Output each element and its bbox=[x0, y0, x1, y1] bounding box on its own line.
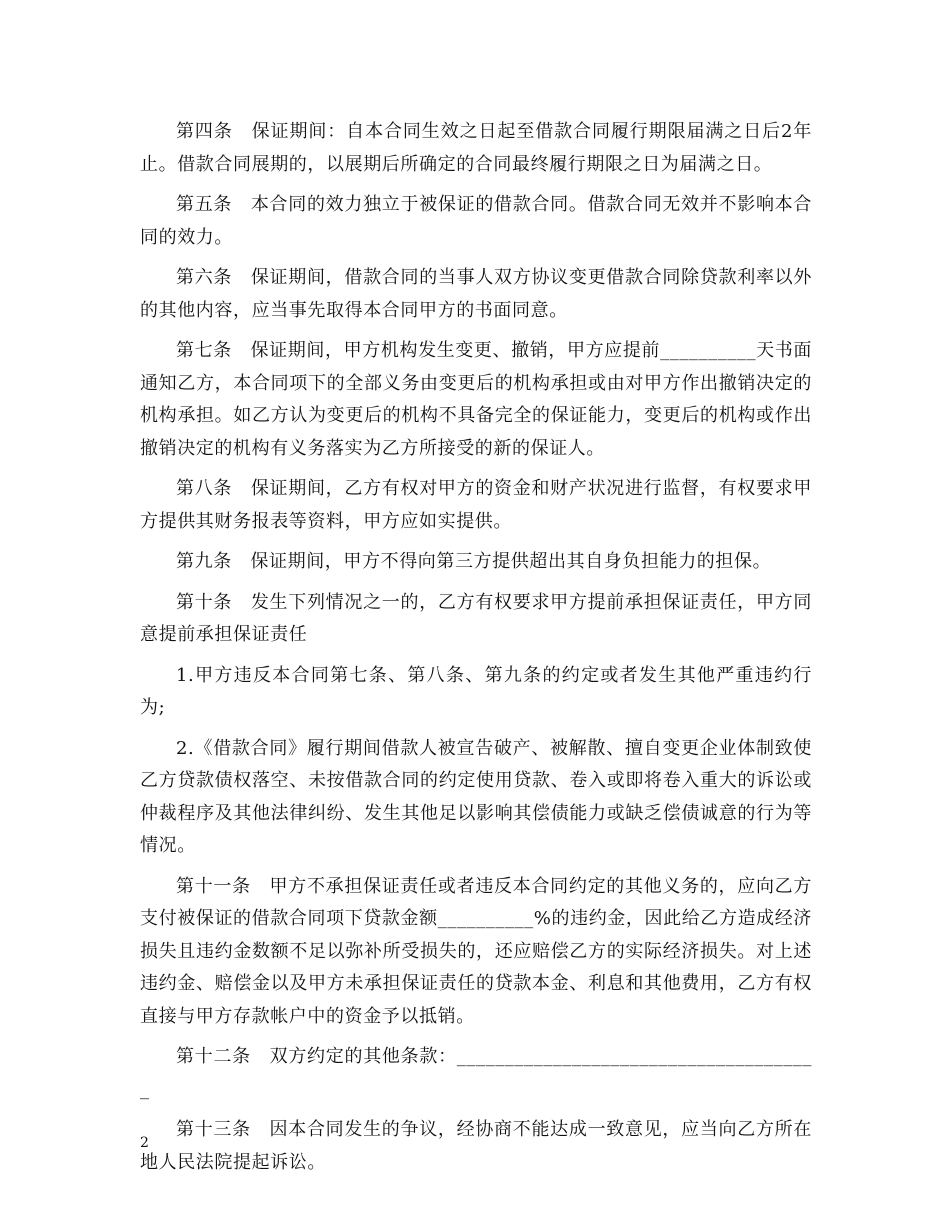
article-9-paragraph: 第九条 保证期间，甲方不得向第三方提供超出其自身负担能力的担保。 bbox=[176, 551, 772, 572]
article-4-paragraph: 第四条 保证期间：自本合同生效之日起至借款合同履行期限届满之日后2年止。借款合同展期的，以展期后所确定的合同最终履行期限之日为届满之日。 bbox=[140, 121, 812, 175]
article-8-paragraph: 第八条 保证期间，乙方有权对甲方的资金和财产状况进行监督，有权要求甲方提供其财务报表等资料，甲方应如实提供。 bbox=[140, 478, 812, 532]
article-11-paragraph: 第十一条 甲方不承担保证责任或者违反本合同约定的其他义务的，应向乙方支付被保证的借款合同项下贷款金额__________%的违约金，因此给乙方造成经济损失且违约金数额不足以弥补所受损失的，还应赔偿乙方的实际经济损失。对上述违约金、赔偿金以及甲方未承担保证责任的贷款本金、利息和其他费用，乙方有权直接与甲方存款帐户中的资金予以抵销。 bbox=[140, 875, 812, 1027]
article-5-paragraph: 第五条 本合同的效力独立于被保证的借款合同。借款合同无效并不影响本合同的效力。 bbox=[140, 194, 812, 248]
article-12-paragraph: 第十二条 双方约定的其他条款：______________________________________ bbox=[140, 1046, 812, 1100]
article-10-item-1: 1.甲方违反本合同第七条、第八条、第九条的约定或者发生其他严重违约行为; bbox=[140, 664, 812, 718]
article-10-paragraph: 第十条 发生下列情况之一的，乙方有权要求甲方提前承担保证责任，甲方同意提前承担保证责任 bbox=[140, 591, 812, 645]
page-number: 2 bbox=[140, 1135, 149, 1151]
article-10-item-2: 2.《借款合同》履行期间借款人被宣告破产、被解散、擅自变更企业体制致使乙方贷款债权落空、未按借款合同的约定使用贷款、卷入或即将卷入重大的诉讼或仲裁程序及其他法律纠纷、发生其他足以影响其偿债能力或缺乏偿债诚意的行为等情况。 bbox=[140, 737, 812, 856]
article-6-paragraph: 第六条 保证期间，借款合同的当事人双方协议变更借款合同除贷款利率以外的其他内容，应当事先取得本合同甲方的书面同意。 bbox=[140, 267, 812, 321]
article-13-paragraph: 第十三条 因本合同发生的争议，经协商不能达成一致意见，应当向乙方所在地人民法院提起诉讼。 bbox=[140, 1119, 812, 1173]
article-7-paragraph: 第七条 保证期间，甲方机构发生变更、撤销，甲方应提前__________天书面通知乙方，本合同项下的全部义务由变更后的机构承担或由对甲方作出撤销决定的机构承担。如乙方认为变更后的机构不具备完全的保证能力，变更后的机构或作出撤销决定的机构有义务落实为乙方所接受的新的保证人。 bbox=[140, 340, 812, 459]
document-body bbox=[140, 116, 812, 1187]
